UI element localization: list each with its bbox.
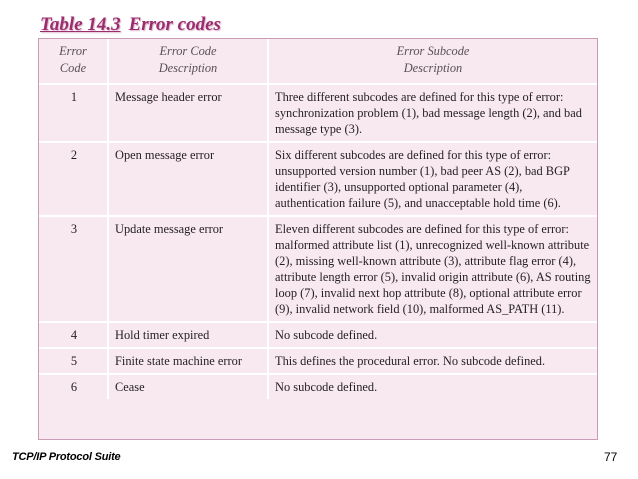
table-number: Table 14.3 (40, 14, 121, 35)
subcode-description-cell: Six different subcodes are defined for this type of error: unsupported version number (1), bad peer AS (2), bad BGP identifier (3), unsupported optional parameter (4), authentication failure (5), and unacceptable hold time (6). (267, 143, 597, 217)
error-description-cell: Cease (107, 375, 267, 399)
table-row (39, 349, 597, 375)
header-error-subcode-description: Error Subcode Description (267, 39, 597, 85)
error-code-cell: 5 (39, 349, 107, 375)
page-number: 77 (604, 450, 618, 464)
table-row (39, 323, 597, 349)
header-error-code-description: Error Code Description (107, 39, 267, 85)
subcode-description-cell: Eleven different subcodes are defined for this type of error: malformed attribute list (1), unrecognized well-known attribute (2), missing well-known attribute (3), attribute flag error (4), attribute length error (5), invalid origin attribute (6), AS routing loop (7), invalid next hop attribute (8), optional attribute error (9), invalid network field (10), malformed AS_PATH (11). (267, 217, 597, 323)
page-title (40, 14, 221, 36)
error-code-cell: 3 (39, 217, 107, 323)
table-title: Error codes (128, 14, 221, 35)
error-description-cell: Hold timer expired (107, 323, 267, 349)
table-row (39, 143, 597, 217)
subcode-description-cell: Three different subcodes are defined for this type of error: synchronization problem (1), bad message length (2), and bad message type (3). (267, 85, 597, 143)
error-code-cell: 2 (39, 143, 107, 217)
error-code-cell: 4 (39, 323, 107, 349)
footer-book-title: TCP/IP Protocol Suite (12, 451, 121, 463)
error-code-cell: 1 (39, 85, 107, 143)
subcode-description-cell: This defines the procedural error. No subcode defined. (267, 349, 597, 375)
table-row (39, 85, 597, 143)
table-row (39, 375, 597, 399)
error-description-cell: Finite state machine error (107, 349, 267, 375)
table-row (39, 217, 597, 323)
error-code-cell: 6 (39, 375, 107, 399)
subcode-description-cell: No subcode defined. (267, 375, 597, 399)
error-description-cell: Update message error (107, 217, 267, 323)
error-description-cell: Message header error (107, 85, 267, 143)
header-error-code: Error Code (39, 39, 107, 85)
subcode-description-cell: No subcode defined. (267, 323, 597, 349)
error-codes-table (38, 38, 598, 440)
error-description-cell: Open message error (107, 143, 267, 217)
table-header-row (39, 39, 597, 85)
